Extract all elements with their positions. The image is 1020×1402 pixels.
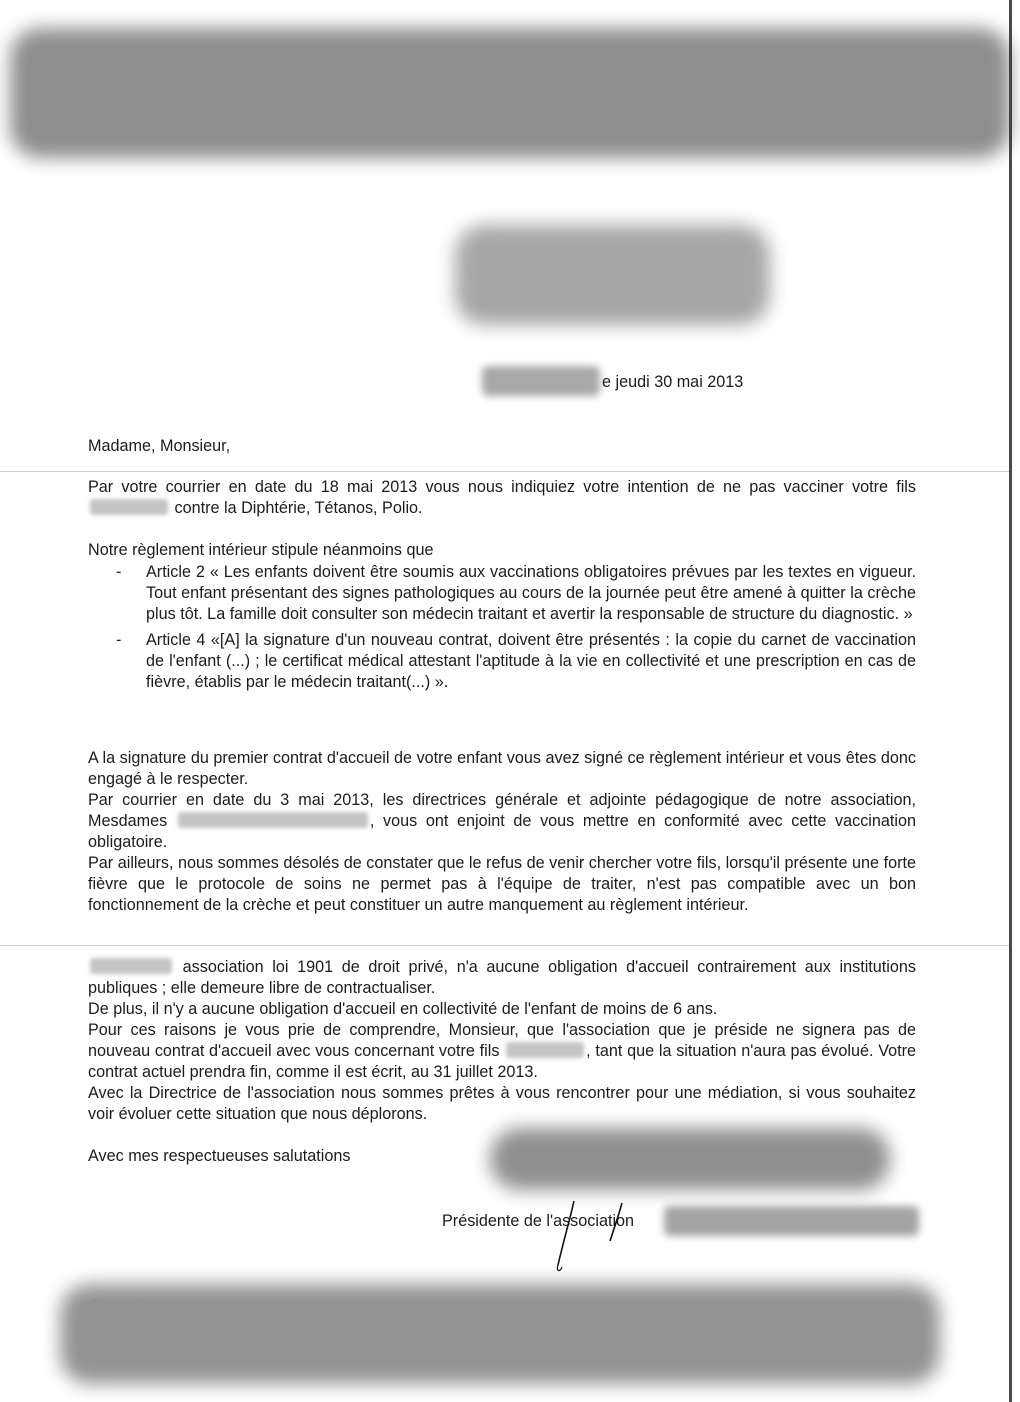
- paragraph-block-decision: [88, 957, 916, 1125]
- redacted-association-name: [90, 958, 172, 974]
- article-2-text: Article 2 « Les enfants doivent être soumis aux vaccinations obligatoires prévues par les textes en vigueur. Tout enfant présentant des signes pathologiques au cours de la journée peut être amené à quitter la crèche plus tôt. La famille doit consulter son médecin traitant et avertir la responsable de structure du diagnostic. »: [146, 563, 916, 623]
- paragraph-vaccination-intent: [88, 477, 916, 519]
- salutation: Madame, Monsieur,: [88, 437, 231, 455]
- redacted-names: [178, 812, 368, 828]
- scan-artifact-line: [0, 471, 1010, 472]
- redacted-child-name: [90, 499, 168, 515]
- redacted-child-name: [506, 1042, 584, 1058]
- paragraph-text: Par courrier en date du 3 mai 2013, les directrices générale et adjointe pédagogique de notre association, Mesdames: [88, 791, 916, 830]
- scan-artifact-line: [0, 945, 1010, 946]
- closing-line: Avec mes respectueuses salutations: [88, 1147, 351, 1165]
- paragraph-text: , tant que la situation n'aura pas évolué. Votre contrat actuel prendra fin, comme il est écrit, au 31 juillet 2013.: [88, 1042, 916, 1081]
- paragraph-text: contre la Diphtérie, Tétanos, Polio.: [174, 499, 423, 517]
- paragraph-rules-intro: Notre règlement intérieur stipule néanmoins que: [88, 541, 434, 559]
- list-item: [116, 630, 916, 693]
- paragraph-text: Par ailleurs, nous sommes désolés de constater que le refus de venir chercher votre fils, lorsqu'il présente une forte fièvre que le protocole de soins ne permet pas à l'équipe de traiter, n'est pas compatible avec un bon fonctionnement de la crèche et peut constituer un autre manquement au règlement intérieur.: [88, 854, 916, 914]
- redacted-recipient-address: [455, 225, 770, 325]
- paragraph-text: De plus, il n'y a aucune obligation d'accueil en collectivité de l'enfant de moins de 6 ans.: [88, 1000, 718, 1018]
- redacted-header: [10, 28, 1010, 158]
- redacted-signatory-name: [490, 1128, 890, 1190]
- bullet-dash: -: [116, 563, 122, 581]
- paragraph-text: Avec la Directrice de l'association nous sommes prêtes à vous rencontrer pour une médiation, si vous souhaitez voir évoluer cette situation que nous déplorons.: [88, 1084, 916, 1123]
- scan-edge: [1009, 0, 1012, 1402]
- redacted-copy-recipients: [60, 1284, 940, 1384]
- article-4-text: Article 4 «[A] la signature d'un nouveau contrat, doivent être présentés : la copie du carnet de vaccination de l'enfant (...) ; le certificat médical attestant l'aptitude à la vie en collectivité et une prescription en cas de fièvre, établis par le médecin traitant(...) ».: [146, 631, 916, 691]
- letter-date: e jeudi 30 mai 2013: [602, 373, 744, 391]
- bullet-dash: -: [116, 631, 122, 649]
- handwritten-signature: [540, 1195, 650, 1275]
- paragraph-text: A la signature du premier contrat d'accueil de votre enfant vous avez signé ce règlement intérieur et vous êtes donc engagé à le respecter.: [88, 749, 916, 788]
- paragraph-text: , vous ont enjoint de vous mettre en conformité avec cette vaccination obligatoire.: [88, 812, 916, 851]
- list-item: [116, 562, 916, 625]
- signature-title: Présidente de l'association: [442, 1212, 635, 1230]
- paragraph-text: Par votre courrier en date du 18 mai 2013 vous nous indiquiez votre intention de ne pas vacciner votre fils: [88, 478, 916, 496]
- redacted-association-name: [664, 1206, 919, 1236]
- paragraph-text: Pour ces raisons je vous prie de comprendre, Monsieur, que l'association que je préside ne signera pas de nouveau contrat d'accueil avec vous concernant votre fils: [88, 1021, 916, 1060]
- redacted-city: [482, 366, 600, 396]
- paragraph-text: association loi 1901 de droit privé, n'a aucune obligation d'accueil contrairement aux institutions publiques ; elle demeure libre de contractualiser.: [88, 958, 916, 997]
- rules-list: [116, 562, 916, 698]
- paragraph-block-commitment: [88, 748, 916, 916]
